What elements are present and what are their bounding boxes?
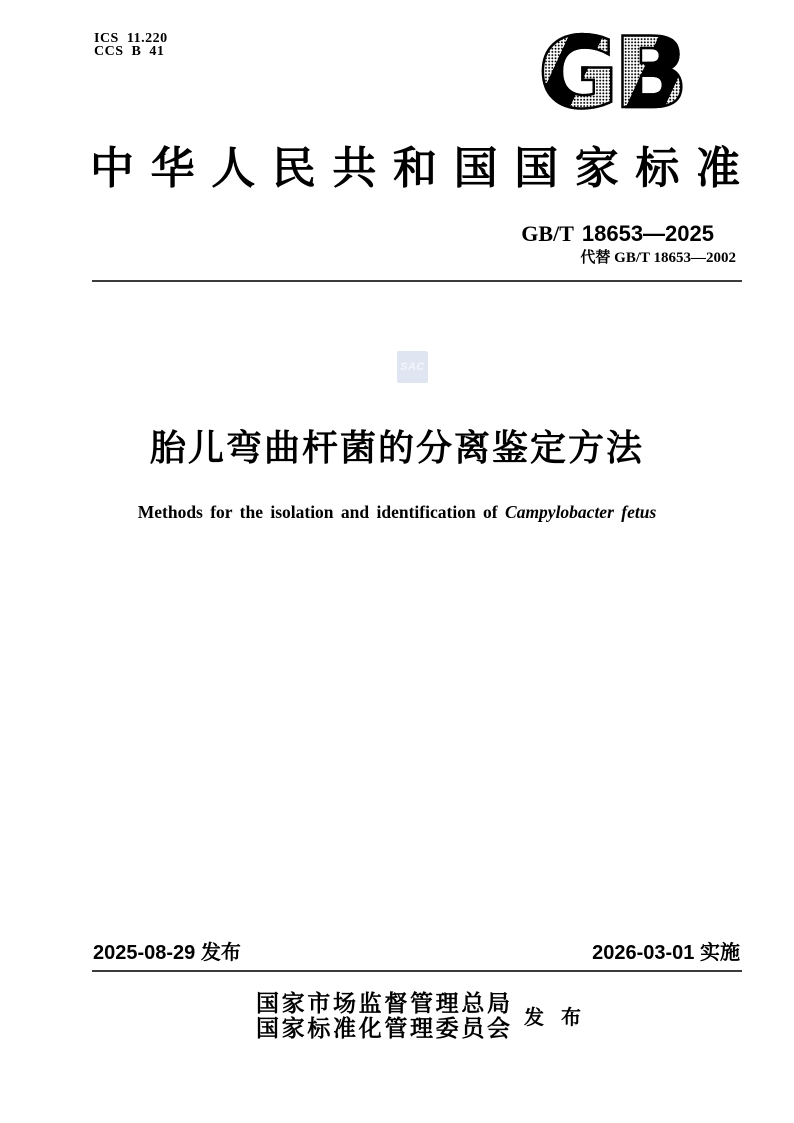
classification-codes (94, 33, 168, 58)
title-chinese: 胎儿弯曲杆菌的分离鉴定方法 (149, 427, 644, 468)
title-english-italic: Campylobacter fetus (505, 502, 657, 522)
title-english (0, 500, 794, 524)
implement-date: 2026-03-01 实施 (592, 942, 740, 964)
header-rule (92, 280, 742, 282)
sac-watermark-logo: SAC (397, 351, 428, 383)
page-title: 中华人民共和国国家标准 (90, 144, 740, 193)
gb-logo: GB (538, 28, 710, 120)
standard-number (521, 222, 714, 246)
publish-label: 发 布 (524, 1007, 581, 1029)
ics-code: ICS 11.220 (94, 31, 168, 46)
title-english-regular: Methods for the isolation and identification of (137, 502, 506, 522)
footer-rule (92, 970, 742, 972)
ccs-code: CCS B 41 (94, 43, 165, 59)
issuer-block (256, 991, 510, 1041)
standard-number-digits: 18653—2025 (581, 221, 714, 246)
standard-number-prefix: GB/T (521, 221, 574, 246)
issuer-line-2: 国家标准化管理委员会 (256, 1016, 510, 1041)
issue-date: 2025-08-29 发布 (93, 942, 241, 964)
issuer-line-1: 国家市场监督管理总局 (256, 991, 510, 1016)
replaces-note: 代替 GB/T 18653—2002 (580, 250, 736, 266)
